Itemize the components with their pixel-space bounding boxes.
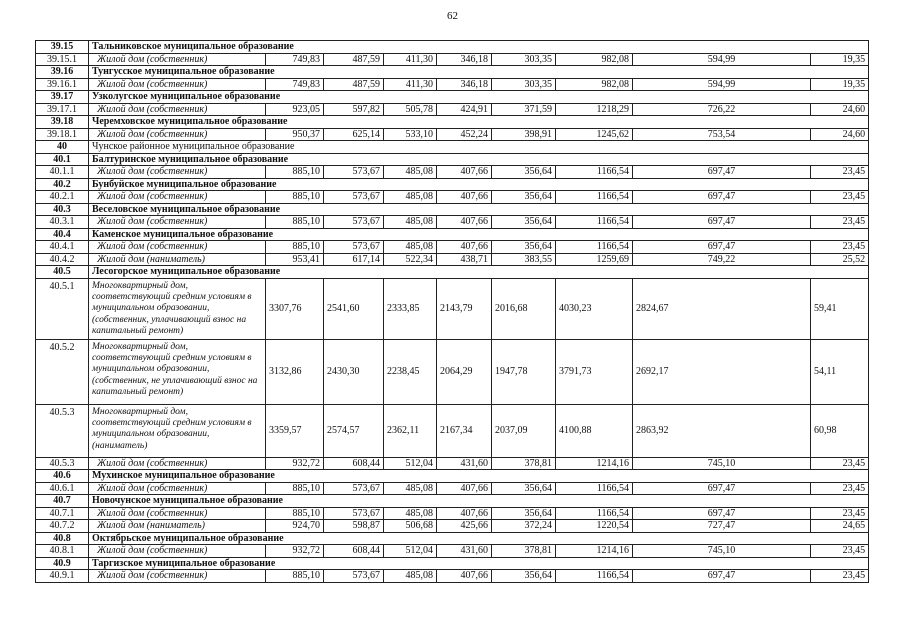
value-cell: 1947,78 — [492, 339, 556, 404]
table-row — [36, 191, 869, 204]
value-cell: 407,66 — [437, 191, 492, 204]
section-title: Новочунское муниципальное образование — [89, 495, 869, 508]
value-cell: 2167,34 — [437, 404, 492, 457]
value-cell: 1166,54 — [556, 216, 633, 229]
value-cell: 573,67 — [324, 241, 384, 254]
row-name: Жилой дом (собственник) — [89, 570, 266, 583]
value-cell: 485,08 — [384, 507, 437, 520]
value-cell: 697,47 — [633, 191, 811, 204]
section-row — [36, 495, 869, 508]
value-cell: 25,52 — [811, 253, 869, 266]
value-cell: 1214,16 — [556, 545, 633, 558]
value-cell: 431,60 — [437, 545, 492, 558]
row-code: 40.7.2 — [36, 520, 89, 533]
value-cell: 24,65 — [811, 520, 869, 533]
section-row — [36, 91, 869, 104]
section-code: 40.6 — [36, 470, 89, 483]
value-cell: 597,82 — [324, 103, 384, 116]
section-row — [36, 116, 869, 129]
value-cell: 424,91 — [437, 103, 492, 116]
section-row — [36, 532, 869, 545]
row-code: 39.18.1 — [36, 128, 89, 141]
table-row — [36, 570, 869, 583]
section-title: Лесогорское муниципальное образование — [89, 266, 869, 279]
value-cell: 378,81 — [492, 457, 556, 470]
value-cell: 411,30 — [384, 78, 437, 91]
section-title: Бунбуйское муниципальное образование — [89, 178, 869, 191]
value-cell: 1245,62 — [556, 128, 633, 141]
value-cell: 573,67 — [324, 191, 384, 204]
value-cell: 407,66 — [437, 482, 492, 495]
value-cell: 573,67 — [324, 507, 384, 520]
value-cell: 932,72 — [266, 545, 324, 558]
value-cell: 356,64 — [492, 482, 556, 495]
section-row — [36, 153, 869, 166]
value-cell: 23,45 — [811, 241, 869, 254]
value-cell: 923,05 — [266, 103, 324, 116]
value-cell: 885,10 — [266, 166, 324, 179]
value-cell: 356,64 — [492, 570, 556, 583]
row-code: 40.4.1 — [36, 241, 89, 254]
value-cell: 1214,16 — [556, 457, 633, 470]
value-cell: 505,78 — [384, 103, 437, 116]
tariff-table — [35, 40, 869, 583]
value-cell: 411,30 — [384, 53, 437, 66]
row-name: Жилой дом (собственник) — [89, 241, 266, 254]
table-row — [36, 507, 869, 520]
value-cell: 356,64 — [492, 191, 556, 204]
value-cell: 512,04 — [384, 545, 437, 558]
section-code: 40 — [36, 141, 89, 154]
value-cell: 3132,86 — [266, 339, 324, 404]
row-code: 40.5.3 — [36, 404, 89, 457]
value-cell: 749,22 — [633, 253, 811, 266]
value-cell: 924,70 — [266, 520, 324, 533]
row-name: Многоквартирный дом, соответствующий средним условиям в муниципальном образовании, (собственник, уплачивающий взнос на капитальный ремонт) — [89, 278, 266, 339]
section-code: 40.7 — [36, 495, 89, 508]
value-cell: 1166,54 — [556, 166, 633, 179]
value-cell: 485,08 — [384, 570, 437, 583]
section-code: 40.2 — [36, 178, 89, 191]
value-cell: 407,66 — [437, 166, 492, 179]
value-cell: 625,14 — [324, 128, 384, 141]
value-cell: 982,08 — [556, 53, 633, 66]
row-name: Жилой дом (собственник) — [89, 457, 266, 470]
value-cell: 407,66 — [437, 570, 492, 583]
value-cell: 697,47 — [633, 166, 811, 179]
value-cell: 383,55 — [492, 253, 556, 266]
table-row — [36, 166, 869, 179]
value-cell: 697,47 — [633, 241, 811, 254]
value-cell: 60,98 — [811, 404, 869, 457]
value-cell: 407,66 — [437, 507, 492, 520]
value-cell: 346,18 — [437, 53, 492, 66]
value-cell: 617,14 — [324, 253, 384, 266]
value-cell: 485,08 — [384, 191, 437, 204]
row-name: Многоквартирный дом, соответствующий средним условиям в муниципальном образовании, (наниматель) — [89, 404, 266, 457]
value-cell: 1166,54 — [556, 191, 633, 204]
value-cell: 598,87 — [324, 520, 384, 533]
row-name: Жилой дом (собственник) — [89, 128, 266, 141]
value-cell: 23,45 — [811, 482, 869, 495]
table-row — [36, 482, 869, 495]
value-cell: 4100,88 — [556, 404, 633, 457]
value-cell: 303,35 — [492, 78, 556, 91]
row-code: 40.1.1 — [36, 166, 89, 179]
value-cell: 506,68 — [384, 520, 437, 533]
value-cell: 2362,11 — [384, 404, 437, 457]
value-cell: 356,64 — [492, 507, 556, 520]
value-cell: 438,71 — [437, 253, 492, 266]
row-code: 40.8.1 — [36, 545, 89, 558]
section-title: Тунгусское муниципальное образование — [89, 66, 869, 79]
value-cell: 573,67 — [324, 166, 384, 179]
row-code: 40.7.1 — [36, 507, 89, 520]
value-cell: 407,66 — [437, 216, 492, 229]
value-cell: 594,99 — [633, 78, 811, 91]
value-cell: 2037,09 — [492, 404, 556, 457]
value-cell: 23,45 — [811, 545, 869, 558]
row-name: Многоквартирный дом, соответствующий средним условиям в муниципальном образовании, (собственник, не уплачивающий взнос на капитальный ремонт) — [89, 339, 266, 404]
value-cell: 485,08 — [384, 241, 437, 254]
value-cell: 745,10 — [633, 457, 811, 470]
row-name: Жилой дом (собственник) — [89, 482, 266, 495]
table-row — [36, 216, 869, 229]
value-cell: 2863,92 — [633, 404, 811, 457]
value-cell: 23,45 — [811, 191, 869, 204]
section-row — [36, 203, 869, 216]
value-cell: 885,10 — [266, 191, 324, 204]
value-cell: 697,47 — [633, 507, 811, 520]
value-cell: 23,45 — [811, 570, 869, 583]
value-cell: 23,45 — [811, 457, 869, 470]
row-code: 40.5.1 — [36, 278, 89, 339]
section-code: 40.4 — [36, 228, 89, 241]
row-code: 40.5.3 — [36, 457, 89, 470]
value-cell: 431,60 — [437, 457, 492, 470]
section-row — [36, 66, 869, 79]
value-cell: 2574,57 — [324, 404, 384, 457]
section-code: 39.17 — [36, 91, 89, 104]
value-cell: 697,47 — [633, 482, 811, 495]
page-number: 62 — [447, 10, 458, 22]
section-title: Чунское районное муниципальное образование — [89, 141, 869, 154]
row-name: Жилой дом (собственник) — [89, 216, 266, 229]
section-title: Таргизское муниципальное образование — [89, 557, 869, 570]
value-cell: 2692,17 — [633, 339, 811, 404]
value-cell: 522,34 — [384, 253, 437, 266]
row-code: 40.9.1 — [36, 570, 89, 583]
section-row — [36, 228, 869, 241]
value-cell: 356,64 — [492, 166, 556, 179]
value-cell: 2064,29 — [437, 339, 492, 404]
row-name: Жилой дом (наниматель) — [89, 520, 266, 533]
table-row — [36, 253, 869, 266]
section-code: 39.18 — [36, 116, 89, 129]
table-row — [36, 457, 869, 470]
value-cell: 608,44 — [324, 545, 384, 558]
value-cell: 4030,23 — [556, 278, 633, 339]
table-row — [36, 404, 869, 457]
table-row — [36, 545, 869, 558]
row-name: Жилой дом (собственник) — [89, 103, 266, 116]
row-name: Жилой дом (собственник) — [89, 545, 266, 558]
section-code: 40.3 — [36, 203, 89, 216]
row-name: Жилой дом (собственник) — [89, 507, 266, 520]
row-code: 39.16.1 — [36, 78, 89, 91]
value-cell: 885,10 — [266, 482, 324, 495]
value-cell: 24,60 — [811, 128, 869, 141]
value-cell: 19,35 — [811, 78, 869, 91]
section-code: 39.15 — [36, 41, 89, 54]
value-cell: 885,10 — [266, 216, 324, 229]
table-row — [36, 520, 869, 533]
value-cell: 2541,60 — [324, 278, 384, 339]
section-title: Узколугское муниципальное образование — [89, 91, 869, 104]
value-cell: 24,60 — [811, 103, 869, 116]
row-name: Жилой дом (собственник) — [89, 53, 266, 66]
row-name: Жилой дом (собственник) — [89, 166, 266, 179]
value-cell: 697,47 — [633, 216, 811, 229]
value-cell: 573,67 — [324, 482, 384, 495]
section-title: Каменское муниципальное образование — [89, 228, 869, 241]
value-cell: 950,37 — [266, 128, 324, 141]
value-cell: 749,83 — [266, 53, 324, 66]
value-cell: 23,45 — [811, 166, 869, 179]
row-code: 40.2.1 — [36, 191, 89, 204]
value-cell: 23,45 — [811, 507, 869, 520]
value-cell: 1218,29 — [556, 103, 633, 116]
value-cell: 2333,85 — [384, 278, 437, 339]
value-cell: 885,10 — [266, 241, 324, 254]
value-cell: 573,67 — [324, 570, 384, 583]
section-row — [36, 266, 869, 279]
row-code: 39.17.1 — [36, 103, 89, 116]
value-cell: 19,35 — [811, 53, 869, 66]
row-code: 39.15.1 — [36, 53, 89, 66]
section-row — [36, 41, 869, 54]
value-cell: 1166,54 — [556, 241, 633, 254]
value-cell: 59,41 — [811, 278, 869, 339]
section-code: 39.16 — [36, 66, 89, 79]
row-code: 40.6.1 — [36, 482, 89, 495]
value-cell: 512,04 — [384, 457, 437, 470]
value-cell: 485,08 — [384, 166, 437, 179]
value-cell: 885,10 — [266, 507, 324, 520]
value-cell: 2824,67 — [633, 278, 811, 339]
section-row — [36, 178, 869, 191]
section-title: Черемховское муниципальное образование — [89, 116, 869, 129]
value-cell: 372,24 — [492, 520, 556, 533]
section-code: 40.1 — [36, 153, 89, 166]
value-cell: 608,44 — [324, 457, 384, 470]
table-row — [36, 241, 869, 254]
value-cell: 3307,76 — [266, 278, 324, 339]
value-cell: 573,67 — [324, 216, 384, 229]
value-cell: 485,08 — [384, 216, 437, 229]
value-cell: 356,64 — [492, 216, 556, 229]
row-name: Жилой дом (наниматель) — [89, 253, 266, 266]
value-cell: 398,91 — [492, 128, 556, 141]
value-cell: 2016,68 — [492, 278, 556, 339]
section-title: Веселовское муниципальное образование — [89, 203, 869, 216]
value-cell: 378,81 — [492, 545, 556, 558]
row-code: 40.5.2 — [36, 339, 89, 404]
table-row — [36, 128, 869, 141]
value-cell: 1259,69 — [556, 253, 633, 266]
value-cell: 749,83 — [266, 78, 324, 91]
table-row — [36, 53, 869, 66]
section-code: 40.5 — [36, 266, 89, 279]
table-row — [36, 278, 869, 339]
value-cell: 726,22 — [633, 103, 811, 116]
value-cell: 697,47 — [633, 570, 811, 583]
value-cell: 303,35 — [492, 53, 556, 66]
section-title: Октябрьское муниципальное образование — [89, 532, 869, 545]
value-cell: 371,59 — [492, 103, 556, 116]
row-code: 40.4.2 — [36, 253, 89, 266]
row-name: Жилой дом (собственник) — [89, 78, 266, 91]
section-code: 40.8 — [36, 532, 89, 545]
value-cell: 487,59 — [324, 53, 384, 66]
table-row — [36, 103, 869, 116]
value-cell: 54,11 — [811, 339, 869, 404]
value-cell: 982,08 — [556, 78, 633, 91]
table-row — [36, 78, 869, 91]
value-cell: 1220,54 — [556, 520, 633, 533]
value-cell: 1166,54 — [556, 482, 633, 495]
value-cell: 753,54 — [633, 128, 811, 141]
table-row — [36, 339, 869, 404]
value-cell: 533,10 — [384, 128, 437, 141]
value-cell: 3359,57 — [266, 404, 324, 457]
value-cell: 485,08 — [384, 482, 437, 495]
section-title: Балтуринское муниципальное образование — [89, 153, 869, 166]
value-cell: 727,47 — [633, 520, 811, 533]
section-row — [36, 141, 869, 154]
value-cell: 885,10 — [266, 570, 324, 583]
value-cell: 356,64 — [492, 241, 556, 254]
value-cell: 407,66 — [437, 241, 492, 254]
value-cell: 425,66 — [437, 520, 492, 533]
value-cell: 1166,54 — [556, 570, 633, 583]
section-row — [36, 557, 869, 570]
section-title: Мухинское муниципальное образование — [89, 470, 869, 483]
value-cell: 745,10 — [633, 545, 811, 558]
value-cell: 594,99 — [633, 53, 811, 66]
value-cell: 3791,73 — [556, 339, 633, 404]
value-cell: 346,18 — [437, 78, 492, 91]
value-cell: 23,45 — [811, 216, 869, 229]
value-cell: 1166,54 — [556, 507, 633, 520]
section-code: 40.9 — [36, 557, 89, 570]
section-row — [36, 470, 869, 483]
value-cell: 487,59 — [324, 78, 384, 91]
table-body — [36, 41, 869, 583]
value-cell: 2430,30 — [324, 339, 384, 404]
value-cell: 452,24 — [437, 128, 492, 141]
row-name: Жилой дом (собственник) — [89, 191, 266, 204]
value-cell: 2238,45 — [384, 339, 437, 404]
section-title: Тальниковское муниципальное образование — [89, 41, 869, 54]
value-cell: 932,72 — [266, 457, 324, 470]
row-code: 40.3.1 — [36, 216, 89, 229]
value-cell: 2143,79 — [437, 278, 492, 339]
value-cell: 953,41 — [266, 253, 324, 266]
